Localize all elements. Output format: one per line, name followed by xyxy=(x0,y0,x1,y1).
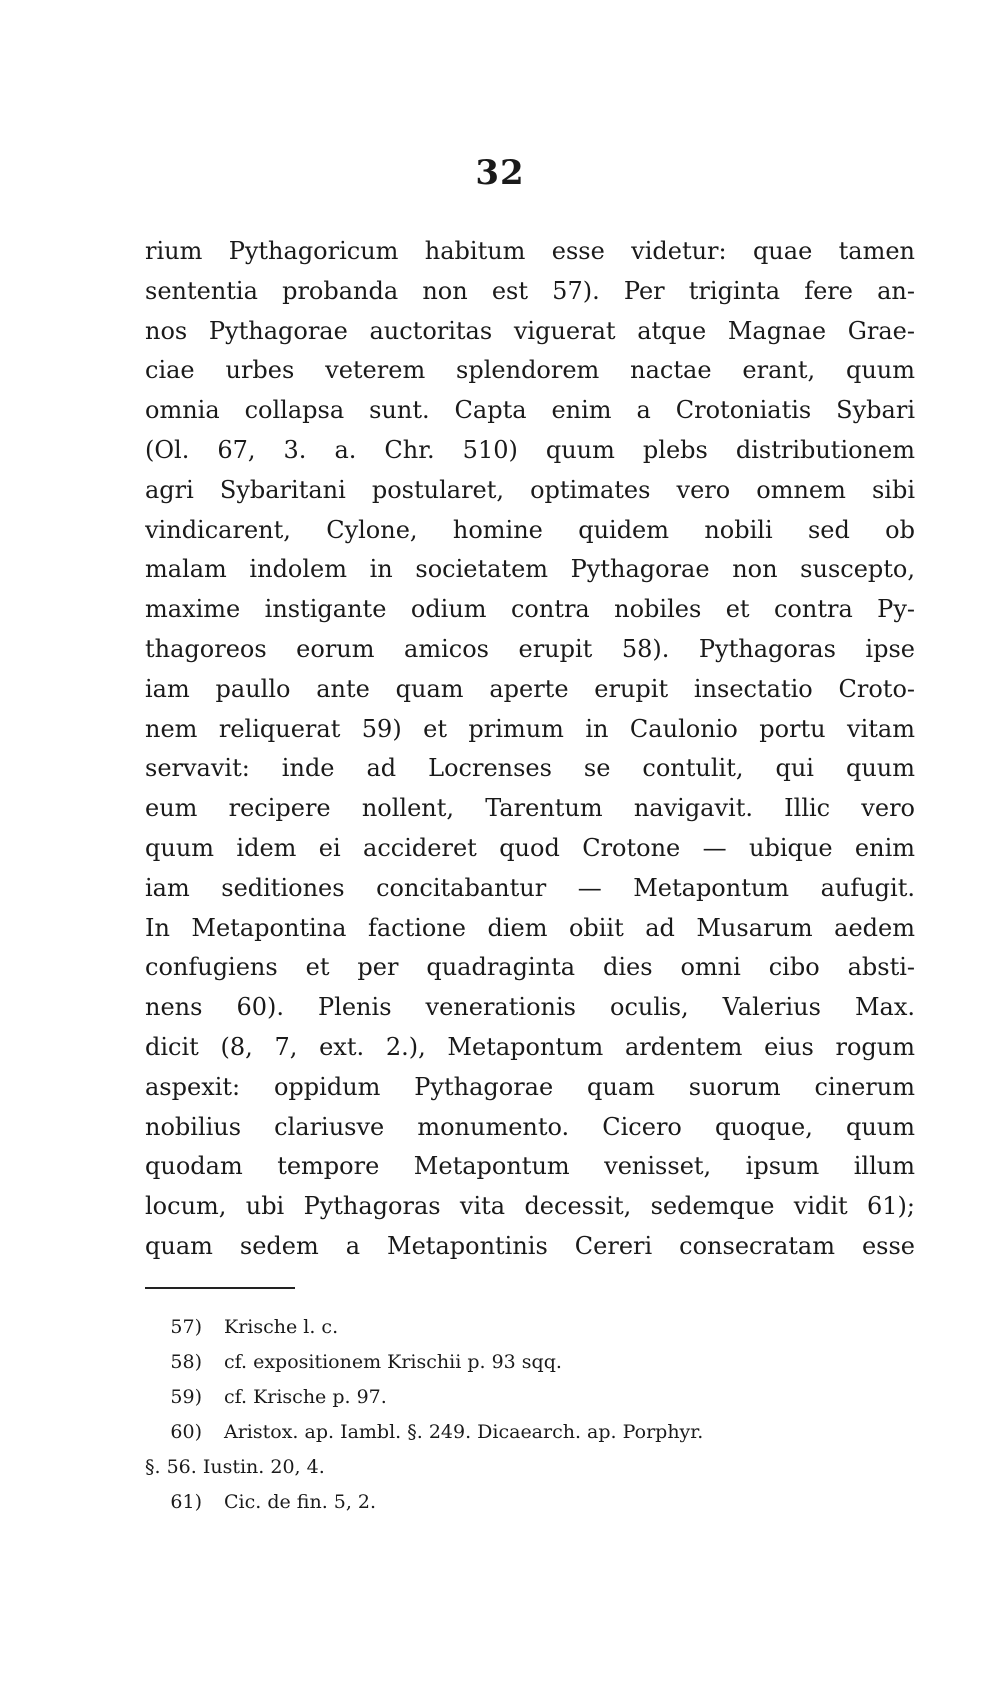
footnote xyxy=(145,1415,915,1450)
footnote-continuation xyxy=(145,1450,915,1485)
text-line: ciae urbes veterem splendorem nactae erant, quum xyxy=(145,356,915,385)
footnote-number: 60) xyxy=(170,1421,202,1443)
text-line: locum, ubi Pythagoras vita decessit, sedemque vidit 61); xyxy=(145,1192,915,1221)
text-line: nos Pythagorae auctoritas viguerat atque Magnae Grae- xyxy=(145,316,915,345)
footnote-text: Aristox. ap. Iambl. §. 249. Dicaearch. ap. Porphyr. xyxy=(224,1421,704,1443)
footnote-text: §. 56. Iustin. 20, 4. xyxy=(145,1456,325,1478)
text-line: vindicarent, Cylone, homine quidem nobili sed ob xyxy=(145,515,915,544)
text-line: agri Sybaritani postularet, optimates vero omnem sibi xyxy=(145,475,915,504)
footnote xyxy=(145,1310,915,1345)
text-line: iam seditiones concitabantur — Metapontum aufugit. xyxy=(145,873,915,902)
text-line: thagoreos eorum amicos erupit 58). Pythagoras ipse xyxy=(145,634,915,663)
body-text xyxy=(145,232,915,1267)
text-line: malam indolem in societatem Pythagorae non suscepto, xyxy=(145,555,915,584)
footnote-text: Cic. de fin. 5, 2. xyxy=(224,1491,377,1513)
text-line: eum recipere nollent, Tarentum navigavit. Illic vero xyxy=(145,794,915,823)
footnote xyxy=(145,1380,915,1415)
text-line: quam sedem a Metapontinis Cereri consecratam esse xyxy=(145,1231,915,1260)
text-line: servavit: inde ad Locrenses se contulit, qui quum xyxy=(145,754,915,783)
text-line: confugiens et per quadraginta dies omni cibo absti- xyxy=(145,953,915,982)
footnote-number: 57) xyxy=(170,1316,202,1338)
footnote-number: 58) xyxy=(170,1351,202,1373)
text-line: quum idem ei accideret quod Crotone — ubique enim xyxy=(145,833,915,862)
text-line: sententia probanda non est 57). Per triginta fere an- xyxy=(145,276,915,305)
footnote-divider xyxy=(145,1287,295,1289)
text-line: nem reliquerat 59) et primum in Caulonio portu vitam xyxy=(145,714,915,743)
page-number: 32 xyxy=(475,153,525,193)
footnote-text: cf. expositionem Krischii p. 93 sqq. xyxy=(224,1351,562,1373)
footnote xyxy=(145,1345,915,1380)
text-line: quodam tempore Metapontum venisset, ipsum illum xyxy=(145,1152,915,1181)
footnote-number: 59) xyxy=(170,1386,202,1408)
text-line: iam paullo ante quam aperte erupit insectatio Croto- xyxy=(145,674,915,703)
text-line: maxime instigante odium contra nobiles et contra Py- xyxy=(145,595,915,624)
footnote-text: Krische l. c. xyxy=(224,1316,339,1338)
text-line: In Metapontina factione diem obiit ad Musarum aedem xyxy=(145,913,915,942)
text-line: omnia collapsa sunt. Capta enim a Crotoniatis Sybari xyxy=(145,396,915,425)
text-line: aspexit: oppidum Pythagorae quam suorum cinerum xyxy=(145,1072,915,1101)
text-line: nens 60). Plenis venerationis oculis, Valerius Max. xyxy=(145,993,915,1022)
footnote-number: 61) xyxy=(170,1491,202,1513)
footnotes xyxy=(145,1310,915,1520)
text-line: (Ol. 67, 3. a. Chr. 510) quum plebs distributionem xyxy=(145,435,915,464)
text-line: nobilius clariusve monumento. Cicero quoque, quum xyxy=(145,1112,915,1141)
text-line: dicit (8, 7, ext. 2.), Metapontum ardentem eius rogum xyxy=(145,1032,915,1061)
footnote xyxy=(145,1485,915,1520)
footnote-text: cf. Krische p. 97. xyxy=(224,1386,387,1408)
text-line: rium Pythagoricum habitum esse videtur: quae tamen xyxy=(145,237,915,265)
